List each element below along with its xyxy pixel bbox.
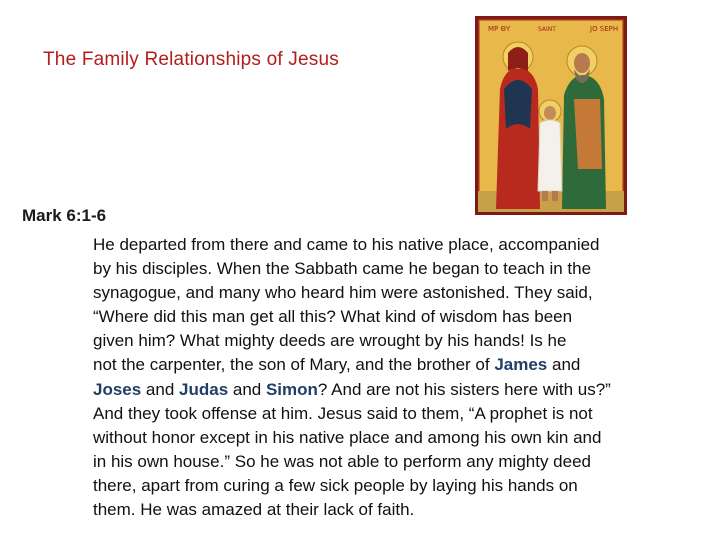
highlighted-name: Joses (93, 379, 142, 399)
passage-text: He departed from there and came to his native place, accompanied (93, 235, 600, 254)
icon-inscription-mary: ΜΡ ΘΥ (488, 25, 511, 33)
passage-text: And they took offense at him. Jesus said to them, “A prophet is not (93, 403, 593, 423)
scripture-passage (93, 233, 711, 522)
passage-line (93, 329, 711, 353)
passage-line (93, 305, 711, 329)
passage-line (93, 233, 711, 257)
passage-line (93, 378, 711, 402)
passage-text: synagogue, and many who heard him were astonished. They said, (93, 283, 593, 303)
holy-family-icon-image (475, 16, 627, 215)
icon-inscription-saint: SAINT (538, 26, 556, 33)
passage-line (93, 450, 711, 474)
passage-text: “Where did this man get all this? What kind of wisdom has been (93, 307, 573, 327)
passage-line (93, 353, 711, 377)
highlighted-name: Judas (179, 379, 229, 399)
passage-line (93, 257, 711, 281)
passage-text: given him? What mighty deeds are wrought by his hands! Is he (93, 331, 567, 351)
passage-text: without honor except in his native place and among his own kin and (93, 427, 602, 447)
passage-text: not the carpenter, the son of Mary, and the brother of (93, 355, 495, 375)
passage-text: and (228, 379, 266, 399)
scripture-reference: Mark 6:1-6 (22, 206, 107, 225)
passage-text: in his own house.” So he was not able to perform any mighty deed (93, 451, 592, 471)
passage-line (93, 426, 711, 450)
slide-title: The Family Relationships of Jesus (43, 49, 339, 70)
highlighted-name: James (494, 355, 548, 375)
passage-text: them. He was amazed at their lack of faith. (93, 500, 415, 520)
passage-text: and (547, 355, 581, 375)
highlighted-name: Simon (265, 379, 318, 399)
passage-line (93, 474, 711, 498)
passage-line (93, 281, 711, 305)
passage-line (93, 402, 711, 426)
passage-text: there, apart from curing a few sick people by laying his hands on (93, 475, 578, 495)
passage-text: and (141, 379, 180, 399)
passage-text: by his disciples. When the Sabbath came he began to teach in the (93, 259, 592, 279)
passage-line (93, 498, 711, 522)
passage-text: ? And are not his sisters here with us?” (317, 379, 611, 399)
icon-inscription-joseph: JO SEPH (590, 25, 619, 33)
